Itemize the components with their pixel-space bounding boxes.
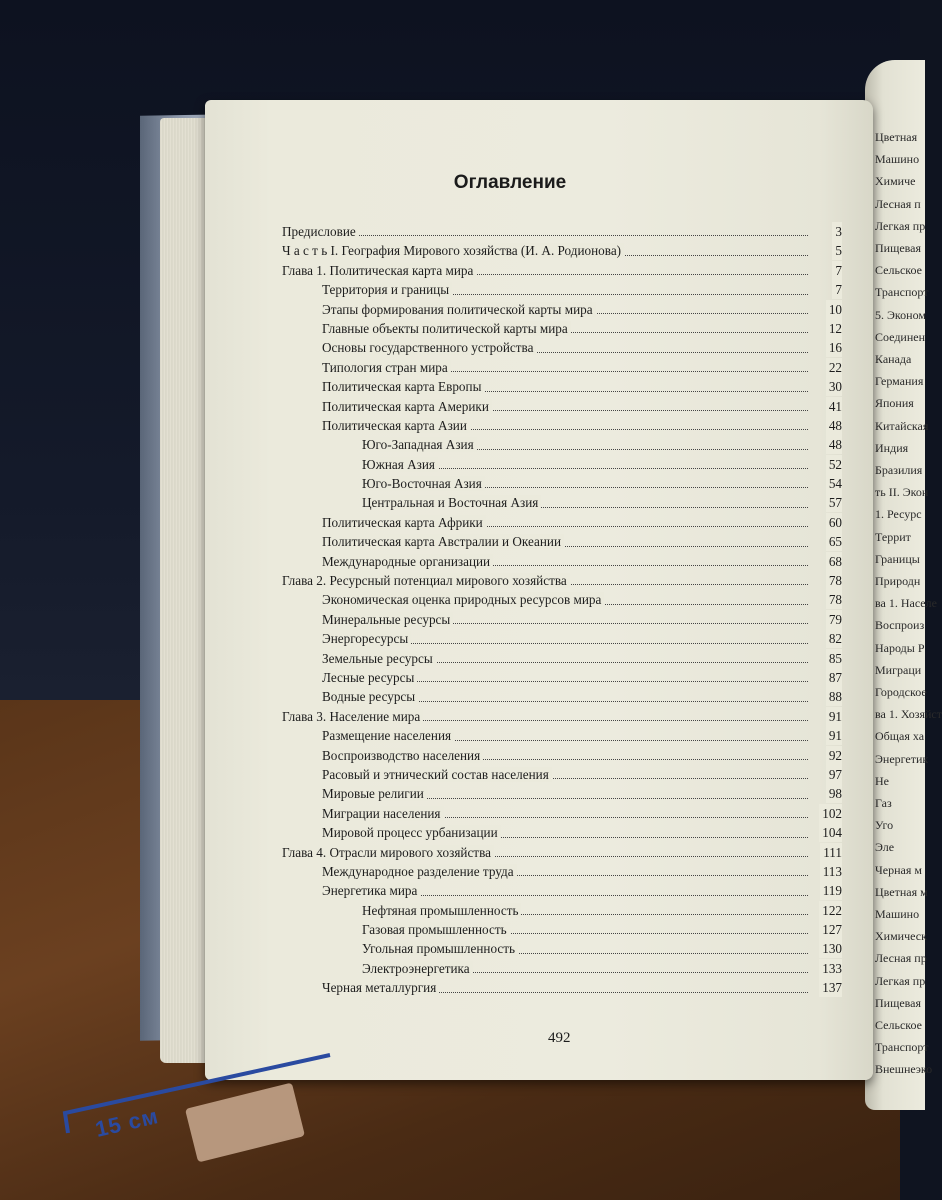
toc-entry-page: 78 [826, 590, 842, 609]
toc-entry-page: 137 [819, 978, 842, 997]
facing-page-text: Не [875, 773, 889, 788]
toc-entry-title: Типология стран мира [322, 360, 451, 375]
toc-row [282, 862, 842, 881]
toc-row [282, 435, 842, 454]
toc-entry-page: 48 [826, 416, 842, 435]
facing-page-text: Германия [875, 374, 924, 389]
toc-entry-page: 60 [826, 513, 842, 532]
facing-page-text: Индия [875, 440, 909, 455]
toc-row [282, 649, 842, 668]
facing-page-text: Миграци [875, 662, 922, 677]
toc-row [282, 881, 842, 900]
toc-entry-page: 104 [819, 823, 842, 842]
toc-row [282, 823, 842, 842]
toc-row [282, 959, 842, 978]
ruler-label: 15 см [92, 1103, 161, 1142]
toc-entry-page: 78 [826, 571, 842, 590]
toc-entry-title: Международные организации [322, 554, 493, 569]
page-title: Оглавление [453, 172, 567, 193]
toc-row [282, 978, 842, 997]
toc-entry-page: 41 [826, 397, 842, 416]
toc-entry-title: Водные ресурсы [322, 689, 418, 704]
toc-entry-page: 87 [826, 668, 842, 687]
facing-page-text: Транспорт [875, 1040, 929, 1055]
toc-row [282, 552, 842, 571]
toc-entry-page: 7 [832, 280, 842, 299]
dot-leader [282, 235, 808, 236]
toc-entry-title: Электроэнергетика [362, 961, 473, 976]
toc-row [282, 300, 842, 319]
toc-entry-page: 48 [826, 435, 842, 454]
facing-page-text: Энергетик [875, 751, 929, 766]
toc-entry-page: 97 [826, 765, 842, 784]
toc-entry-page: 12 [826, 319, 842, 338]
toc-entry-title: Мировой процесс урбанизации [322, 825, 501, 840]
toc-entry-title: Земельные ресурсы [322, 651, 436, 666]
facing-page-text: ва 1. Хозяйст [875, 707, 942, 722]
toc-entry-title: Глава 3. Население мира [282, 709, 423, 724]
facing-page-text: Легкая пр [875, 973, 926, 988]
facing-page-text: Канада [875, 352, 912, 366]
toc-entry-title: Воспроизводство населения [322, 748, 483, 763]
toc-row [282, 261, 842, 280]
toc-entry-page: 3 [832, 222, 842, 241]
toc-entry-page: 92 [826, 746, 842, 765]
table-of-contents [282, 222, 842, 998]
toc-row [282, 532, 842, 551]
toc-entry-title: Политическая карта Африки [322, 515, 486, 530]
toc-entry-title: Центральная и Восточная Азия [362, 495, 541, 510]
toc-entry-title: Газовая промышленность [362, 922, 510, 937]
toc-entry-title: Международное разделение труда [322, 864, 517, 879]
toc-row [282, 610, 842, 629]
toc-entry-page: 130 [819, 939, 842, 958]
toc-entry-page: 133 [819, 959, 842, 978]
toc-entry-page: 54 [826, 474, 842, 493]
facing-page-text: Машино [875, 907, 920, 921]
toc-entry-title: Основы государственного устройства [322, 340, 536, 355]
toc-entry-page: 10 [826, 300, 842, 319]
toc-row [282, 590, 842, 609]
toc-row [282, 319, 842, 338]
toc-entry-title: Минеральные ресурсы [322, 612, 453, 627]
toc-row [282, 338, 842, 357]
facing-page-text: Бразилия [875, 463, 923, 477]
toc-row [282, 726, 842, 745]
toc-entry-page: 7 [832, 261, 842, 280]
toc-entry-title: Расовый и этнический состав населения [322, 767, 552, 782]
facing-page-text: Машино [875, 152, 920, 167]
facing-page-text: Черная м [875, 862, 922, 877]
toc-entry-title: Черная металлургия [322, 980, 439, 995]
toc-entry-page: 127 [819, 920, 842, 939]
toc-entry-title: Глава 4. Отрасли мирового хозяйства [282, 845, 494, 860]
facing-page-text: Цветная м [875, 884, 928, 899]
facing-page [865, 60, 942, 1110]
toc-entry-page: 82 [826, 629, 842, 648]
toc-entry-title: Угольная промышленность [362, 941, 518, 956]
toc-row [282, 843, 842, 862]
toc-row [282, 746, 842, 765]
toc-row [282, 397, 842, 416]
toc-row [282, 668, 842, 687]
toc-entry-page: 88 [826, 687, 842, 706]
toc-entry-title: Экономическая оценка природных ресурсов мира [322, 592, 604, 607]
facing-page-text: Легкая пр [875, 218, 926, 233]
toc-entry-title: Энергетика мира [322, 883, 420, 898]
toc-entry-title: Нефтяная промышленность [362, 903, 521, 918]
facing-page-text: Внешнеэко [875, 1062, 933, 1077]
toc-entry-page: 85 [826, 649, 842, 668]
toc-entry-title: Юго-Восточная Азия [362, 476, 485, 491]
facing-page-text: Лесная пр [875, 951, 927, 966]
facing-page-text: Сельское [875, 1018, 922, 1032]
toc-entry-title: Этапы формирования политической карты мира [322, 302, 596, 317]
toc-row [282, 804, 842, 823]
facing-page-text: Воспроиз [875, 618, 925, 633]
toc-entry-title: Юго-Западная Азия [362, 437, 477, 452]
toc-entry-page: 52 [826, 455, 842, 474]
toc-entry-title: Энергоресурсы [322, 631, 411, 646]
facing-page-text: Террит [875, 529, 911, 544]
toc-row [282, 707, 842, 726]
facing-page-text: Общая ха [875, 729, 925, 744]
toc-row [282, 513, 842, 532]
facing-page-text: Китайская [875, 418, 929, 433]
toc-entry-page: 22 [826, 358, 842, 377]
toc-entry-page: 5 [832, 241, 842, 260]
toc-row [282, 222, 842, 241]
toc-entry-title: Политическая карта Европы [322, 379, 484, 394]
facing-page-text: Лесная п [875, 196, 921, 211]
facing-page-text: Городское [875, 685, 927, 699]
toc-row [282, 571, 842, 590]
toc-entry-page: 102 [819, 804, 842, 823]
facing-page-text: 5. Эконом [875, 307, 926, 322]
toc-entry-page: 98 [826, 784, 842, 803]
toc-row [282, 493, 842, 512]
facing-page-text: Газ [875, 796, 892, 810]
toc-row [282, 939, 842, 958]
toc-row [282, 901, 842, 920]
toc-entry-title: Политическая карта Азии [322, 418, 470, 433]
toc-entry-title: Лесные ресурсы [322, 670, 417, 685]
toc-row [282, 455, 842, 474]
facing-page-text: Сельское [875, 263, 922, 278]
toc-row [282, 629, 842, 648]
facing-page-text: Пищевая [875, 241, 922, 255]
toc-entry-page: 122 [819, 901, 842, 920]
toc-entry-page: 68 [826, 552, 842, 571]
toc-entry-page: 57 [826, 493, 842, 512]
facing-page-text: Транспорт [875, 285, 929, 300]
facing-page-text: Народы Р [875, 640, 925, 655]
toc-entry-page: 91 [826, 707, 842, 726]
facing-page-text: Япония [875, 396, 914, 411]
toc-row [282, 241, 842, 260]
facing-page-text: Химическ [875, 929, 927, 944]
toc-entry-page: 119 [820, 881, 842, 900]
toc-row [282, 358, 842, 377]
toc-entry-title: Политическая карта Америки [322, 399, 492, 414]
facing-page-text: Цветная [875, 130, 918, 144]
facing-page-text: 1. Ресурс [875, 507, 922, 522]
toc-entry-page: 16 [826, 338, 842, 357]
toc-entry-title: Глава 1. Политическая карта мира [282, 263, 476, 278]
toc-entry-title: Политическая карта Австралии и Океании [322, 534, 564, 549]
page-number: 492 [548, 1030, 571, 1046]
toc-row [282, 765, 842, 784]
facing-page-text: Уго [875, 818, 894, 833]
toc-entry-title: Глава 2. Ресурсный потенциал мирового хозяйства [282, 573, 570, 588]
toc-row [282, 920, 842, 939]
facing-page-text: Соединен [875, 329, 926, 344]
facing-page-text: ва 1. Населе [875, 596, 937, 611]
facing-page-text: ть II. Экон [875, 485, 929, 500]
facing-page-text: Границы [875, 551, 920, 566]
toc-entry-title: Главные объекты политической карты мира [322, 321, 571, 336]
toc-row [282, 377, 842, 396]
toc-row [282, 687, 842, 706]
toc-entry-page: 91 [826, 726, 842, 745]
toc-row [282, 474, 842, 493]
toc-entry-title: Предисловие [282, 224, 359, 239]
facing-page-text: Эле [875, 840, 895, 855]
toc-entry-title: Миграции населения [322, 806, 444, 821]
toc-row [282, 280, 842, 299]
toc-entry-page: 65 [826, 532, 842, 551]
toc-entry-page: 79 [826, 610, 842, 629]
facing-page-text: Химиче [875, 174, 916, 189]
toc-row [282, 784, 842, 803]
facing-page-text: Пищевая [875, 995, 922, 1010]
toc-row [282, 416, 842, 435]
toc-entry-title: Мировые религии [322, 786, 427, 801]
facing-page-text: Природн [875, 574, 921, 588]
toc-entry-title: Южная Азия [362, 457, 438, 472]
toc-entry-page: 30 [826, 377, 842, 396]
toc-entry-page: 111 [820, 843, 842, 862]
toc-entry-title: Ч а с т ь I. География Мирового хозяйства (И. А. Родионова) [282, 243, 624, 258]
toc-entry-title: Территория и границы [322, 282, 452, 297]
toc-entry-page: 113 [820, 862, 842, 881]
toc-entry-title: Размещение населения [322, 728, 454, 743]
